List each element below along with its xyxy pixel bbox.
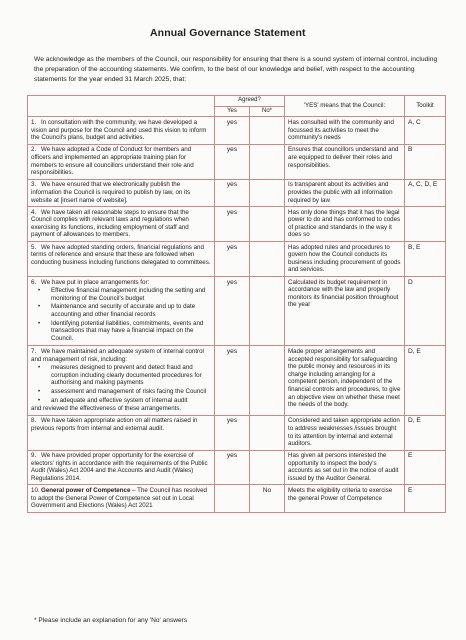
meaning-header: 'YES' means that the Council:: [285, 96, 405, 117]
meaning-cell: Calculated its budget requirement in accordance with the law and properly monitors its financial position throughout the year: [285, 276, 405, 345]
yes-cell: yes: [215, 415, 250, 450]
toolkit-cell: D: [405, 276, 446, 345]
row-number: 4.: [31, 208, 37, 216]
table-row: [28, 485, 446, 512]
meaning-cell: Has consulted with the community and focussed its activities to meet the community's needs: [285, 117, 405, 144]
agreed-header: Agreed?: [215, 96, 285, 107]
statement-cell: [28, 450, 215, 485]
statement-cell: [28, 276, 215, 345]
row-number: 5.: [31, 243, 37, 251]
meaning-cell: Made proper arrangements and accepted responsibility for safeguarding the public money and resources in its charge including arranging for a competent person, independent of the financial controls and procedures, to give an objective view on whether these meet the needs of the body.: [285, 346, 405, 415]
statement-bullet-list: [31, 364, 211, 404]
statement-bullet: • Effective financial management including the setting and monitoring of the Council's budget: [51, 287, 211, 302]
no-header: No*: [250, 106, 285, 117]
yes-cell: yes: [215, 206, 250, 241]
table-row: [28, 179, 446, 206]
governance-table: [27, 95, 446, 513]
table-row: [28, 276, 446, 345]
statement-text: We have ensured that we electronically publish the information the Council is required to publish by law, on its website at [insert name of website].: [31, 181, 191, 204]
table-row: [28, 450, 446, 485]
toolkit-cell: B, E: [405, 241, 446, 276]
yes-cell: yes: [215, 276, 250, 345]
row-number: 10.: [31, 487, 40, 495]
statement-bullet: • Maintenance and security of accurate and up to date accounting and other financial records: [51, 303, 211, 318]
page-title: Annual Governance Statement: [150, 27, 306, 39]
meaning-cell: Ensures that councillors understand and are equipped to deliver their roles and responsibilities.: [285, 144, 405, 179]
statement-text: We have taken all reasonable steps to ensure that the Council complies with relevant laws and regulations when exercising its functions, including employment of staff and payment of allowances to members.: [31, 208, 189, 239]
no-cell: [250, 117, 285, 144]
toolkit-cell: D, E: [405, 346, 446, 415]
row-number: 2.: [31, 146, 37, 154]
yes-cell: [215, 485, 250, 512]
statement-cell: [28, 179, 215, 206]
no-cell: No: [250, 485, 285, 512]
toolkit-header: Toolkit: [405, 96, 446, 117]
row-number: 3.: [31, 181, 37, 189]
statement-cell: [28, 415, 215, 450]
yes-cell: yes: [215, 179, 250, 206]
intro-paragraph: We acknowledge as the members of the Council, our responsibility for ensuring that there is a sound system of internal control, including the preparation of the accounting statements. We confirm, to the best of our knowledge and belief, with respect to the accounting statements for the year ended 31 March 2025, that:: [34, 56, 438, 83]
meaning-cell: Meets the eligibility criteria to exercise the general Power of Competence: [285, 485, 405, 512]
toolkit-cell: E: [405, 485, 446, 512]
statement-bullet-list: [31, 287, 211, 342]
statement-bold-lead: General power of Competence: [41, 487, 131, 495]
statement-bullet: • an adequate and effective system of internal audit: [51, 397, 211, 405]
table-row: [28, 144, 446, 179]
yes-cell: yes: [215, 241, 250, 276]
statement-text: We have adopted standing orders, financial regulations and terms of reference and ensure that these are followed when conducting business including functions delegated to committees.: [31, 243, 211, 266]
yes-cell: yes: [215, 346, 250, 415]
row-number: 7.: [31, 347, 37, 355]
row-number: 8.: [31, 417, 37, 425]
statement-text: We have put in place arrangements for:: [41, 278, 150, 286]
meaning-cell: Has only done things that it has the legal power to do and has conformed to codes of practice and standards in the way it does so: [285, 206, 405, 241]
statement-cell: [28, 346, 215, 415]
table-row: [28, 117, 446, 144]
statement-text: We have adopted a Code of Conduct for members and officers and implemented an appropriate training plan for members to ensure all councillors understand their role and responsibilities.: [31, 146, 194, 177]
meaning-cell: Is transparent about its activities and provides the public with all information required by law: [285, 179, 405, 206]
toolkit-cell: E: [405, 450, 446, 485]
statement-cell: [28, 241, 215, 276]
statement-bullet: • Identifying potential liabilities, commitments, events and transactions that may have a financial impact on the Council.: [51, 320, 211, 343]
no-cell: [250, 276, 285, 345]
footnote: * Please include an explanation for any 'No' answers: [34, 617, 188, 624]
meaning-cell: Considered and taken appropriate action to address weaknesses /issues brought to its attention by internal and external auditors.: [285, 415, 405, 450]
statement-text: In consultation with the community, we have developed a vision and purpose for the Council and used this vision to inform the Council's plans, budget and activities.: [31, 118, 207, 142]
statement-tail: and reviewed the effectiveness of these arrangements.: [31, 405, 182, 413]
statement-text: We have taken appropriate action on all matters raised in previous reports from internal and external audit.: [31, 417, 198, 432]
yes-cell: yes: [215, 144, 250, 179]
no-cell: [250, 346, 285, 415]
no-cell: [250, 415, 285, 450]
yes-cell: yes: [215, 450, 250, 485]
meaning-cell: Has given all persons interested the opportunity to inspect the body's accounts as set out in the notice of audit issued by the Auditor General.: [285, 450, 405, 485]
statement-bullet: • measures designed to prevent and detect fraud and corruption including clearly documented procedures for authorising and making payments: [51, 364, 211, 387]
statement-header: [28, 96, 215, 117]
statement-cell: [28, 117, 215, 144]
table-row: [28, 206, 446, 241]
statement-text: We have provided proper opportunity for the exercise of electors' rights in accordance with the requirements of the Public Audit (Wales) Act 2004 and the Accounts and Audit (Wales) Regulations 2014.: [31, 452, 208, 483]
row-number: 9.: [31, 452, 37, 460]
no-cell: [250, 450, 285, 485]
statement-text: We have maintained an adequate system of internal control and management of risk, including:: [31, 347, 204, 363]
no-cell: [250, 241, 285, 276]
row-number: 1.: [31, 118, 37, 126]
yes-cell: yes: [215, 117, 250, 144]
header-row: [28, 96, 446, 107]
toolkit-cell: A, C, D, E: [405, 179, 446, 206]
row-number: 6.: [31, 278, 37, 286]
statement-text: – The Council has resolved to adopt the General Power of Competence set out in Local Government and Elections (Wales) Act 2021: [31, 487, 207, 510]
statement-cell: [28, 485, 215, 512]
no-cell: [250, 144, 285, 179]
statement-bullet: • assessment and management of risks facing the Council: [51, 388, 211, 396]
no-cell: [250, 206, 285, 241]
statement-cell: [28, 144, 215, 179]
meaning-cell: Has adopted rules and procedures to govern how the Council conducts its business including procurement of goods and services.: [285, 241, 405, 276]
yes-header: Yes: [215, 106, 250, 117]
table-row: [28, 241, 446, 276]
table-row: [28, 415, 446, 450]
toolkit-cell: A, C: [405, 117, 446, 144]
table-row: [28, 346, 446, 415]
toolkit-cell: D, E: [405, 415, 446, 450]
toolkit-cell: [405, 206, 446, 241]
toolkit-cell: B: [405, 144, 446, 179]
statement-cell: [28, 206, 215, 241]
no-cell: [250, 179, 285, 206]
